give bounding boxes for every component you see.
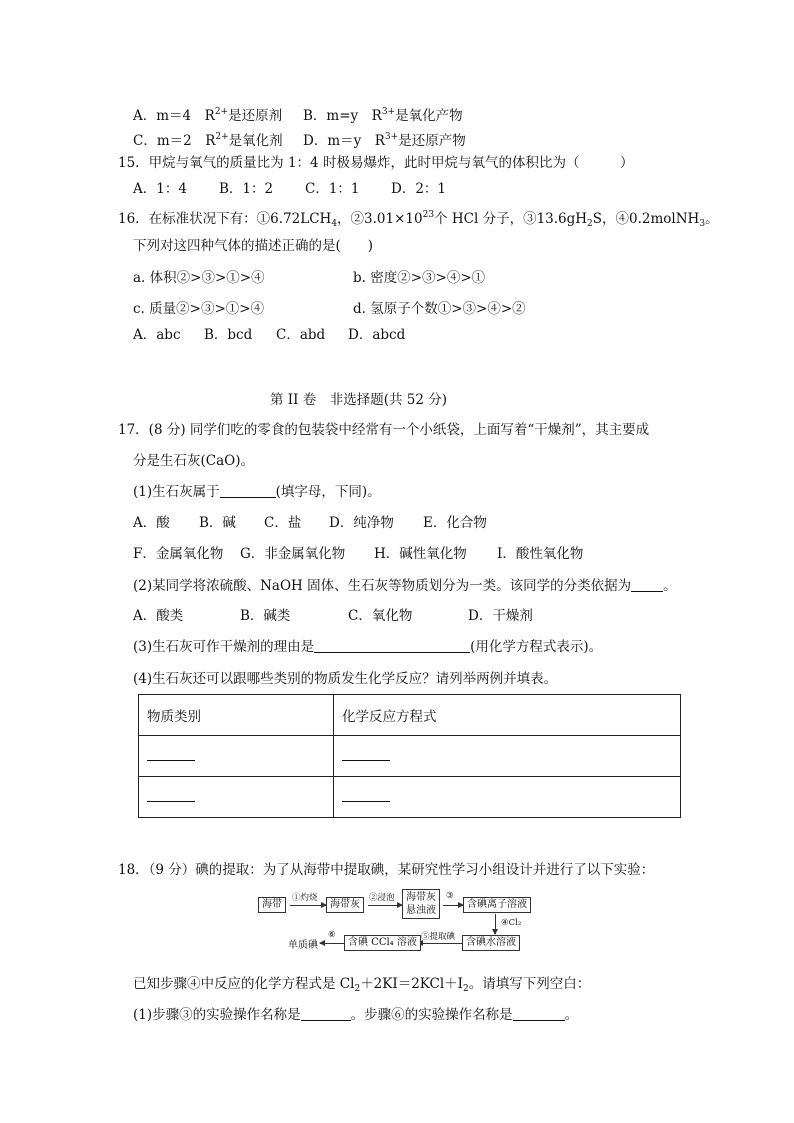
q17-answer-table <box>138 694 681 818</box>
flow-step-label: ②浸泡 <box>369 893 395 903</box>
q17-p2-choice-a: A．酸类 <box>133 608 184 624</box>
q14-option-b: B．m=y $R^{3+}$是氧化产物 <box>303 107 463 124</box>
q17-choice-a: A．酸 <box>133 515 170 531</box>
q15-option-d: D．2：1 <box>391 181 447 197</box>
q15-stem: 15．甲烷与氧气的质量比为 1：4 时极易爆炸，此时甲烷与氧气的体积比为（ ） <box>118 155 634 171</box>
q16-stem: 16．在标准状况下有：$①6.72LCH_4$，$②3.01\times 10^{23}$个 HCl 分子，$③13.6gH_2S$，④0.2molNH$_3$。 <box>118 210 719 229</box>
table-row <box>139 777 681 818</box>
q16-statement-d: d. 氢原子个数①>③>④>② <box>353 301 526 317</box>
q15-option-c: C．1：1 <box>305 181 360 197</box>
q17-choice-b: B．碱 <box>199 515 236 531</box>
answer-blank <box>301 1006 351 1021</box>
table-cell-blank <box>334 777 681 818</box>
q14-option-a: A．m＝4 $R^{2+}$是还原剂 <box>133 107 283 124</box>
table-row <box>139 736 681 777</box>
flow-step-label: ④Cl₂ <box>501 918 522 928</box>
flow-box-suspension: 海带灰 悬浊液 <box>402 889 440 919</box>
q16-statement-b: b. 密度②>③>④>① <box>353 270 486 286</box>
q17-part3: (3)生石灰可作干燥剂的理由是 (用化学方程式表示)。 <box>133 639 603 655</box>
flow-arrow <box>290 905 326 906</box>
flow-arrow <box>368 905 402 906</box>
q17-choice-c: C．盐 <box>264 515 302 531</box>
flow-box-iodine-water: 含碘水溶液 <box>462 935 520 951</box>
q17-choice-f: F．金属氧化物 <box>133 546 224 562</box>
answer-blank <box>513 1006 565 1021</box>
flow-arrow <box>320 943 344 944</box>
q17-line2: 分是生石灰(CaO)。 <box>133 453 254 469</box>
q18-line1: 18．（9 分）碘的提取：为了从海带中提取碘，某研究性学习小组设计并进行了以下实验： <box>118 862 655 878</box>
flow-label-elemental-iodine: 单质碘 <box>288 940 318 951</box>
table-header-row <box>139 695 681 736</box>
answer-blank <box>631 577 663 592</box>
flow-arrow <box>495 914 496 934</box>
table-header-equation: 化学反应方程式 <box>334 695 681 736</box>
flow-step-label: ③ <box>446 891 454 901</box>
q17-choice-i: I．酸性氧化物 <box>497 546 584 562</box>
q17-choice-d: D．纯净物 <box>329 515 394 531</box>
flow-step-label: ⑤提取碘 <box>421 932 456 942</box>
flow-arrow <box>443 905 463 906</box>
table-header-category: 物质类别 <box>139 695 334 736</box>
q16-option-c: C．abd <box>276 327 326 343</box>
iodine-extraction-flowchart <box>258 886 528 958</box>
table-cell-blank <box>334 736 681 777</box>
q18-part1: (1)步骤③的实验操作名称是 。步骤⑥的实验操作名称是 。 <box>133 1007 579 1023</box>
q17-choice-h: H．碱性氧化物 <box>374 546 467 562</box>
table-cell-blank <box>139 777 334 818</box>
q16-statement-c: c. 质量②>③>①>④ <box>133 301 265 317</box>
answer-blank <box>220 483 276 498</box>
q16-line2: 下列对这四种气体的描述正确的是( ) <box>133 238 374 254</box>
flow-arrow <box>418 943 462 944</box>
flow-box-iodide-solution: 含碘离子溶液 <box>463 897 531 913</box>
q17-part4: (4)生石灰还可以跟哪些类别的物质发生化学反应？请列举两例并填表。 <box>133 671 558 687</box>
q17-line1: 17．(8 分) 同学们吃的零食的包装袋中经常有一个小纸袋，上面写着“干燥剂”，其主要成 <box>118 422 650 438</box>
q17-choice-e: E．化合物 <box>423 515 487 531</box>
q15-option-b: B．1：2 <box>219 181 274 197</box>
answer-blank <box>314 638 470 653</box>
q14-option-c: C．m＝2 $R^{2+}$是氧化剂 <box>133 132 283 149</box>
q18-line2: 已知步骤④中反应的化学方程式是 $Cl_2+2KI=2KCl+I_2$。请填写下列空白： <box>133 976 591 994</box>
q16-option-a: A．abc <box>133 327 181 343</box>
q17-p2-choice-c: C．氧化物 <box>348 608 413 624</box>
table-cell-blank <box>139 736 334 777</box>
q17-choice-g: G．非金属氧化物 <box>240 546 346 562</box>
q17-p2-choice-d: D．干燥剂 <box>468 608 533 624</box>
flow-box-seaweed: 海带 <box>258 897 286 913</box>
q17-p2-choice-b: B．碱类 <box>240 608 291 624</box>
q14-option-d: D．m＝y $R^{3+}$是还原产物 <box>303 132 466 149</box>
q16-statement-a: a. 体积②>③>①>④ <box>133 270 265 286</box>
q17-part1: (1)生石灰属于 (填字母，下同)。 <box>133 484 381 500</box>
q16-option-b: B．bcd <box>204 327 253 343</box>
q16-option-d: D．abcd <box>348 327 406 343</box>
q15-option-a: A．1：4 <box>133 181 187 197</box>
flow-box-seaweed-ash: 海带灰 <box>326 897 364 913</box>
flow-box-ccl4-solution: 含碘 CCl₄ 溶液 <box>344 935 421 951</box>
section-title: 第 II 卷 非选择题(共 52 分) <box>270 392 448 408</box>
flow-step-label: ①灼烧 <box>292 893 318 903</box>
q17-part2: (2)某同学将浓硫酸、NaOH 固体、生石灰等物质划分为一类。该同学的分类依据为 。 <box>133 578 677 594</box>
flow-step-label: ⑥ <box>328 930 336 940</box>
